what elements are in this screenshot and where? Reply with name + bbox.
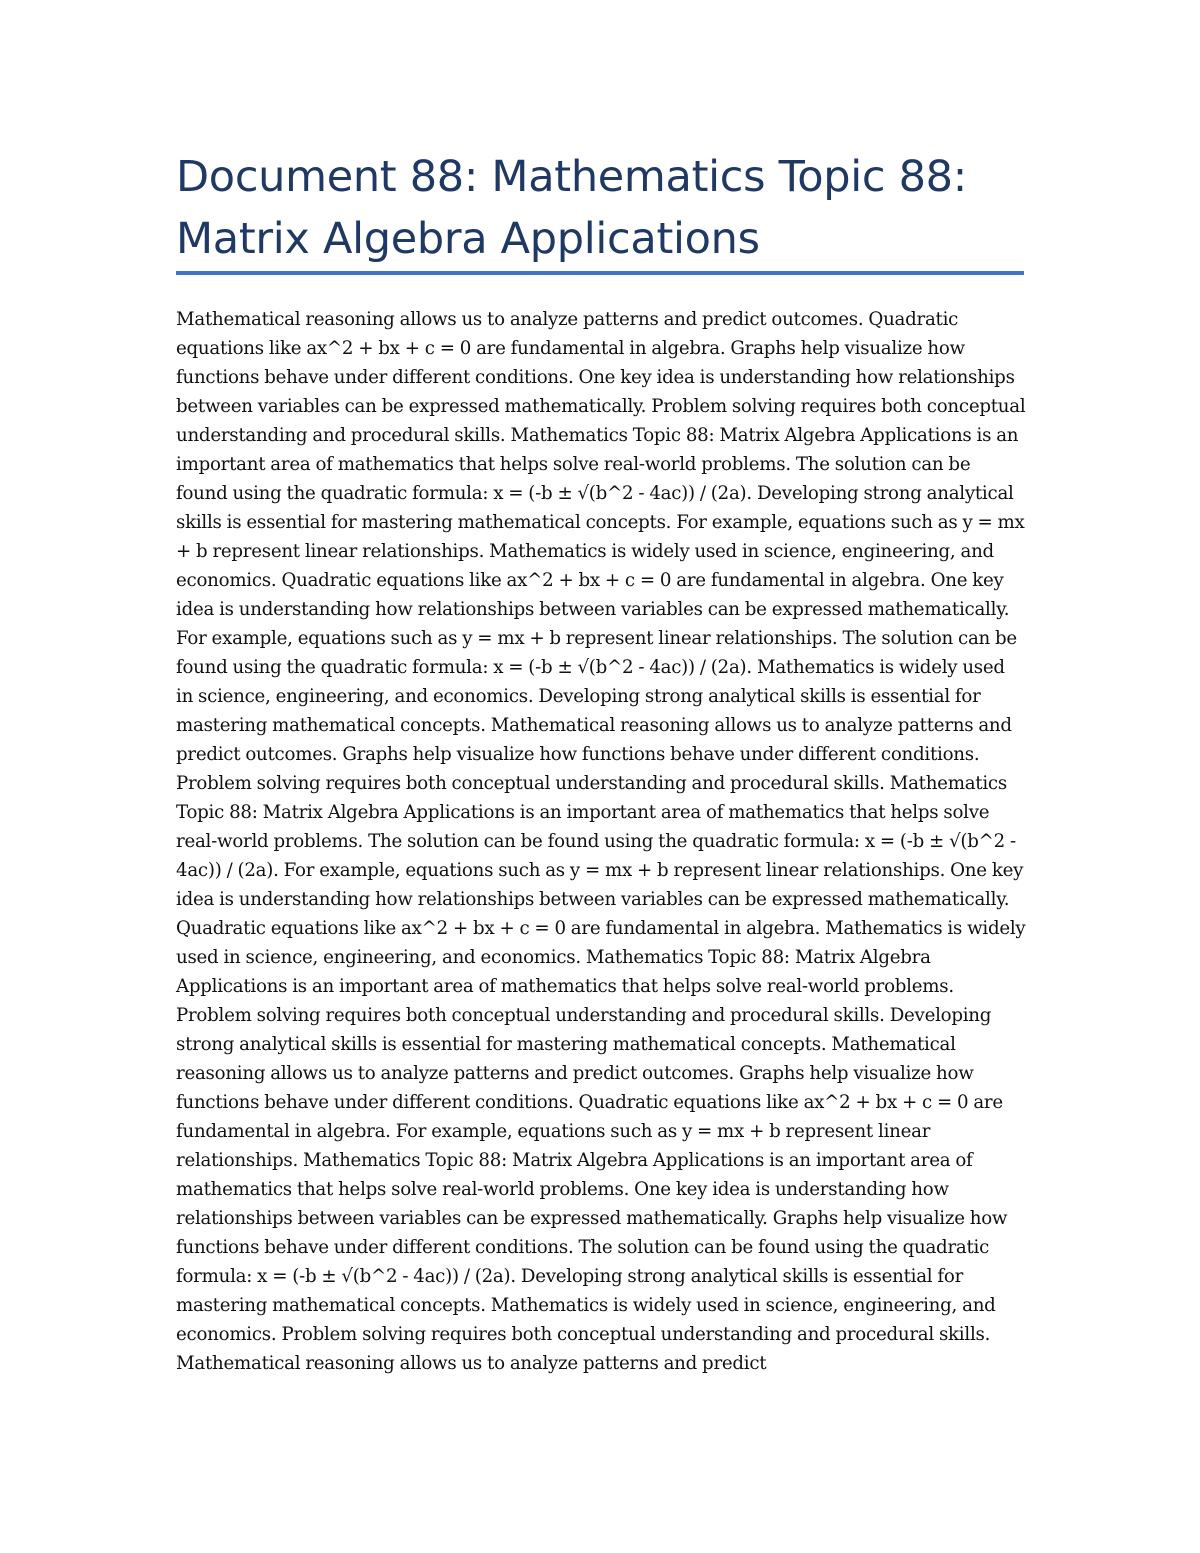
body-paragraph: Mathematical reasoning allows us to analyze patterns and predict outcomes. Quadratic equations like ax^2 + bx + c = 0 are fundamental in algebra. Graphs help visualize how functions behave under different conditions. One key idea is understanding how relationships between variables can be expressed mathematically. Problem solving requires both conceptual understanding and procedural skills. Mathematics Topic 88: Matrix Algebra Applications is an important area of mathematics that helps solve real-world problems. The solution can be found using the quadratic formula: x = (-b ± √(b^2 - 4ac)) / (2a). Developing strong analytical skills is essential for mastering mathematical concepts. For example, equations such as y = mx + b represent linear relationships. Mathematics is widely used in science, engineering, and economics. Quadratic equations like ax^2 + bx + c = 0 are fundamental in algebra. One key idea is understanding how relationships between variables can be expressed mathematically. For example, equations such as y = mx + b represent linear relationships. The solution can be found using the quadratic formula: x = (-b ± √(b^2 - 4ac)) / (2a). Mathematics is widely used in science, engineering, and economics. Developing strong analytical skills is essential for mastering mathematical concepts. Mathematical reasoning allows us to analyze patterns and predict outcomes. Graphs help visualize how functions behave under different conditions. Problem solving requires both conceptual understanding and procedural skills. Mathematics Topic 88: Matrix Algebra Applications is an important area of mathematics that helps solve real-world problems. The solution can be found using the quadratic formula: x = (-b ± √(b^2 - 4ac)) / (2a). For example, equations such as y = mx + b represent linear relationships. One key idea is understanding how relationships between variables can be expressed mathematically. Quadratic equations like ax^2 + bx + c = 0 are fundamental in algebra. Mathematics is widely used in science, engineering, and economics. Mathematics Topic 88: Matrix Algebra Applications is an important area of mathematics that helps solve real-world problems. Problem solving requires both conceptual understanding and procedural skills. Developing strong analytical skills is essential for mastering mathematical concepts. Mathematical reasoning allows us to analyze patterns and predict outcomes. Graphs help visualize how functions behave under different conditions. Quadratic equations like ax^2 + bx + c = 0 are fundamental in algebra. For example, equations such as y = mx + b represent linear relationships. Mathematics Topic 88: Matrix Algebra Applications is an important area of mathematics that helps solve real-world problems. One key idea is understanding how relationships between variables can be expressed mathematically. Graphs help visualize how functions behave under different conditions. The solution can be found using the quadratic formula: x = (-b ± √(b^2 - 4ac)) / (2a). Developing strong analytical skills is essential for mastering mathematical concepts. Mathematics is widely used in science, engineering, and economics. Problem solving requires both conceptual understanding and procedural skills. Mathematical reasoning allows us to analyze patterns and predict [176,309,1026,1374]
document-title: Document 88: Mathematics Topic 88: Matrix Algebra Applications [176,152,967,264]
title-underline-rule [176,271,1024,275]
